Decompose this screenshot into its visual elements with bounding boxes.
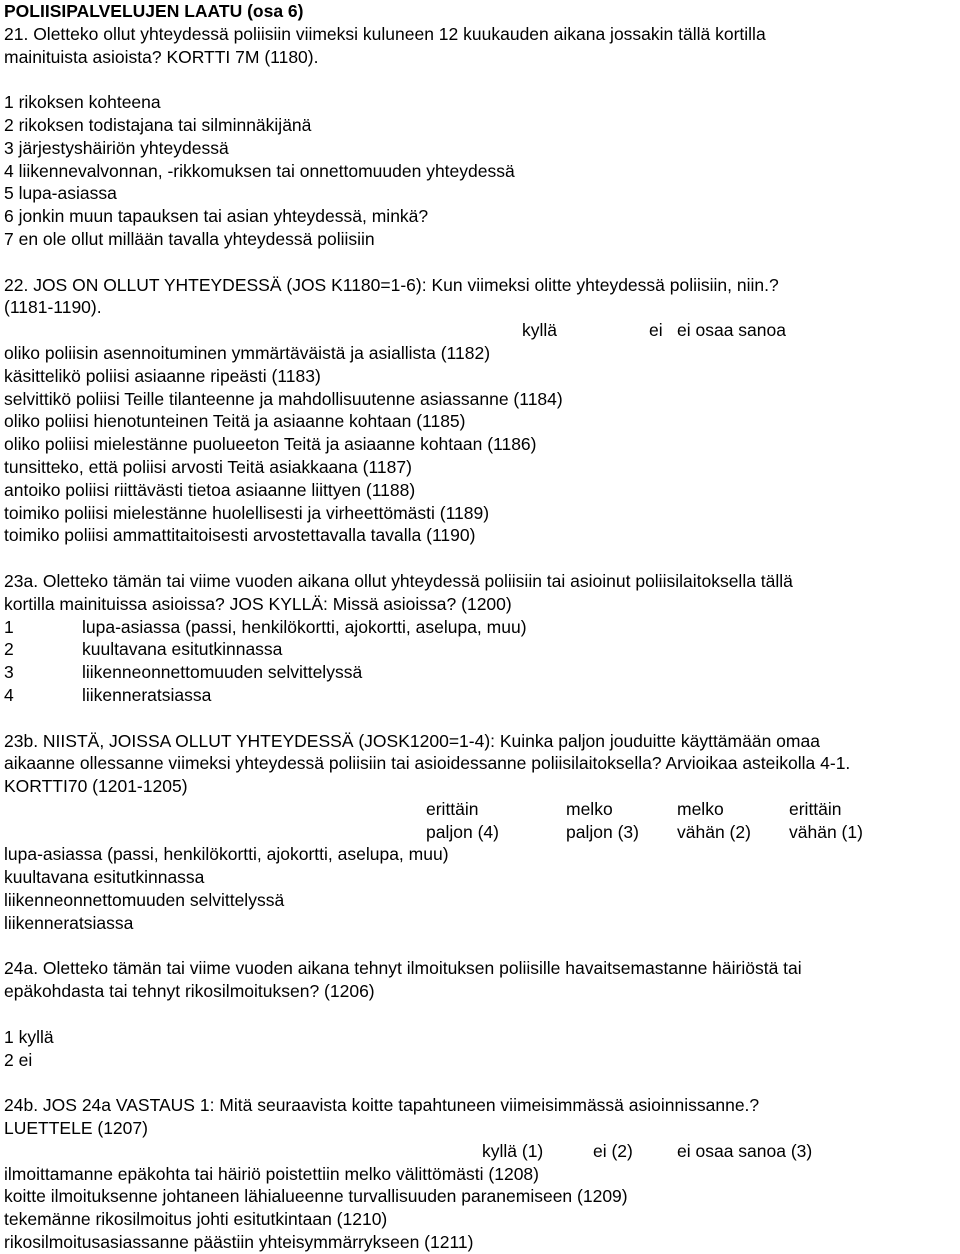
q24b-col-header: kyllä (1): [482, 1140, 544, 1161]
q23b-column-headers-row1: [4, 798, 954, 821]
q24b-item: koitte ilmoituksenne johtaneen lähialueenne turvallisuuden paranemiseen (1209): [4, 1186, 628, 1207]
q22-item: oliko poliisi mielestänne puolueeton Teitä ja asiaanne kohtaan (1186): [4, 434, 537, 455]
q23b-col-header: paljon (3): [566, 821, 639, 842]
q24a-text-line2: epäkohdasta tai tehnyt rikosilmoituksen? (1206): [4, 981, 375, 1002]
q23b-text-line3: KORTTI70 (1201-1205): [4, 776, 188, 797]
option-number: 2: [4, 639, 14, 660]
q23a-option-1: [4, 616, 954, 639]
q23b-item: liikenneonnettomuuden selvittelyssä: [4, 890, 285, 911]
q23a-option-3: [4, 661, 954, 684]
q22-col-kylla: kyllä: [522, 320, 558, 341]
option-label: liikenneratsiassa: [82, 684, 212, 705]
q24a-option-1: 1 kyllä: [4, 1026, 54, 1047]
q23b-text-line2: aikaanne ollessanne viimeksi yhteydessä poliisiin tai asioidessanne poliisilaitoksella? Arvioikaa asteikolla 4-1.: [4, 753, 851, 774]
q22-col-ei: ei: [649, 320, 663, 341]
q24b-text-line2: LUETTELE (1207): [4, 1118, 148, 1139]
q24a-text-line1: 24a. Oletteko tämän tai viime vuoden aikana tehnyt ilmoituksen poliisille havaitsemastanne häiriöstä tai: [4, 958, 802, 979]
q22-item: antoiko poliisi riittävästi tietoa asiaanne liittyen (1188): [4, 479, 416, 500]
q22-item: käsittelikö poliisi asiaanne ripeästi (1183): [4, 365, 321, 386]
q21-option-4: 4 liikennevalvonnan, -rikkomuksen tai onnettomuuden yhteydessä: [4, 160, 515, 181]
option-number: 3: [4, 662, 14, 683]
option-label: liikenneonnettomuuden selvittelyssä: [82, 662, 363, 683]
q24b-column-headers: [4, 1140, 954, 1163]
q22-item: oliko poliisin asennoituminen ymmärtäväistä ja asiallista (1182): [4, 342, 491, 363]
q23b-column-headers-row2: [4, 821, 954, 844]
q22-item: tunsitteko, että poliisi arvosti Teitä asiakkaana (1187): [4, 456, 412, 477]
q23b-item: liikenneratsiassa: [4, 912, 134, 933]
q23b-item: kuultavana esitutkinnassa: [4, 867, 205, 888]
q22-item: selvittikö poliisi Teille tilanteenne ja mahdollisuutenne asiassanne (1184): [4, 388, 563, 409]
q24b-col-header: ei (2): [593, 1140, 633, 1161]
q21-option-1: 1 rikoksen kohteena: [4, 92, 161, 113]
q23b-col-header: melko: [677, 798, 724, 819]
q22-column-headers: [4, 319, 954, 342]
q21-option-5: 5 lupa-asiassa: [4, 183, 117, 204]
q24b-item: rikosilmoitusasiassanne päästiin yhteisymmärrykseen (1211): [4, 1232, 474, 1253]
q24b-item: tekemänne rikosilmoitus johti esitutkintaan (1210): [4, 1209, 388, 1230]
questionnaire-page: [4, 0, 954, 1254]
q23a-text-line2: kortilla mainituissa asioissa? JOS KYLLÄ: Missä asioissa? (1200): [4, 593, 512, 614]
q21-text-line2: mainituista asioista? KORTTI 7M (1180).: [4, 46, 319, 67]
q23a-text-line1: 23a. Oletteko tämän tai viime vuoden aikana ollut yhteydessä poliisiin tai asioinut poliisilaitoksella tällä: [4, 570, 793, 591]
q23b-item: lupa-asiassa (passi, henkilökortti, ajokortti, aselupa, muu): [4, 844, 449, 865]
option-label: kuultavana esitutkinnassa: [82, 639, 283, 660]
option-label: lupa-asiassa (passi, henkilökortti, ajokortti, aselupa, muu): [82, 616, 527, 637]
q23a-option-2: [4, 638, 954, 661]
q22-item: toimiko poliisi mielestänne huolellisesti ja virheettömästi (1189): [4, 502, 490, 523]
q21-option-2: 2 rikoksen todistajana tai silminnäkijänä: [4, 114, 312, 135]
q23b-col-header: paljon (4): [426, 821, 499, 842]
q23b-col-header: erittäin: [789, 798, 842, 819]
q22-col-ei-osaa-sanoa: ei osaa sanoa: [677, 320, 786, 341]
q23b-col-header: erittäin: [426, 798, 479, 819]
q22-text-line1: 22. JOS ON OLLUT YHTEYDESSÄ (JOS K1180=1-6): Kun viimeksi olitte yhteydessä poliisiin, niin.?: [4, 274, 779, 295]
q22-text-line2: (1181-1190).: [4, 297, 102, 318]
q23b-col-header: vähän (2): [677, 821, 751, 842]
q21-option-3: 3 järjestyshäiriön yhteydessä: [4, 137, 229, 158]
q24a-option-2: 2 ei: [4, 1049, 33, 1070]
q22-item: oliko poliisi hienotunteinen Teitä ja asiaanne kohtaan (1185): [4, 411, 466, 432]
q24b-text-line1: 24b. JOS 24a VASTAUS 1: Mitä seuraavista koitte tapahtuneen viimeisimmässä asioinnissanne.?: [4, 1095, 760, 1116]
q24b-item: ilmoittamanne epäkohta tai häiriö poistettiin melko välittömästi (1208): [4, 1163, 539, 1184]
q21-option-6: 6 jonkin muun tapauksen tai asian yhteydessä, minkä?: [4, 206, 429, 227]
q24b-col-header: ei osaa sanoa (3): [677, 1140, 813, 1161]
option-number: 1: [4, 616, 14, 637]
option-number: 4: [4, 684, 14, 705]
q23a-option-4: [4, 684, 954, 707]
q21-option-7: 7 en ole ollut millään tavalla yhteydessä poliisiin: [4, 228, 375, 249]
section-heading: POLIISIPALVELUJEN LAATU (osa 6): [4, 1, 304, 21]
q23b-col-header: melko: [566, 798, 613, 819]
q21-text-line1: 21. Oletteko ollut yhteydessä poliisiin viimeksi kuluneen 12 kuukauden aikana jossakin tällä kortilla: [4, 23, 766, 44]
q23b-text-line1: 23b. NIISTÄ, JOISSA OLLUT YHTEYDESSÄ (JOSK1200=1-4): Kuinka paljon jouduitte käyttämään omaa: [4, 730, 820, 751]
q22-item: toimiko poliisi ammattitaitoisesti arvostettavalla tavalla (1190): [4, 525, 476, 546]
q23b-col-header: vähän (1): [789, 821, 863, 842]
